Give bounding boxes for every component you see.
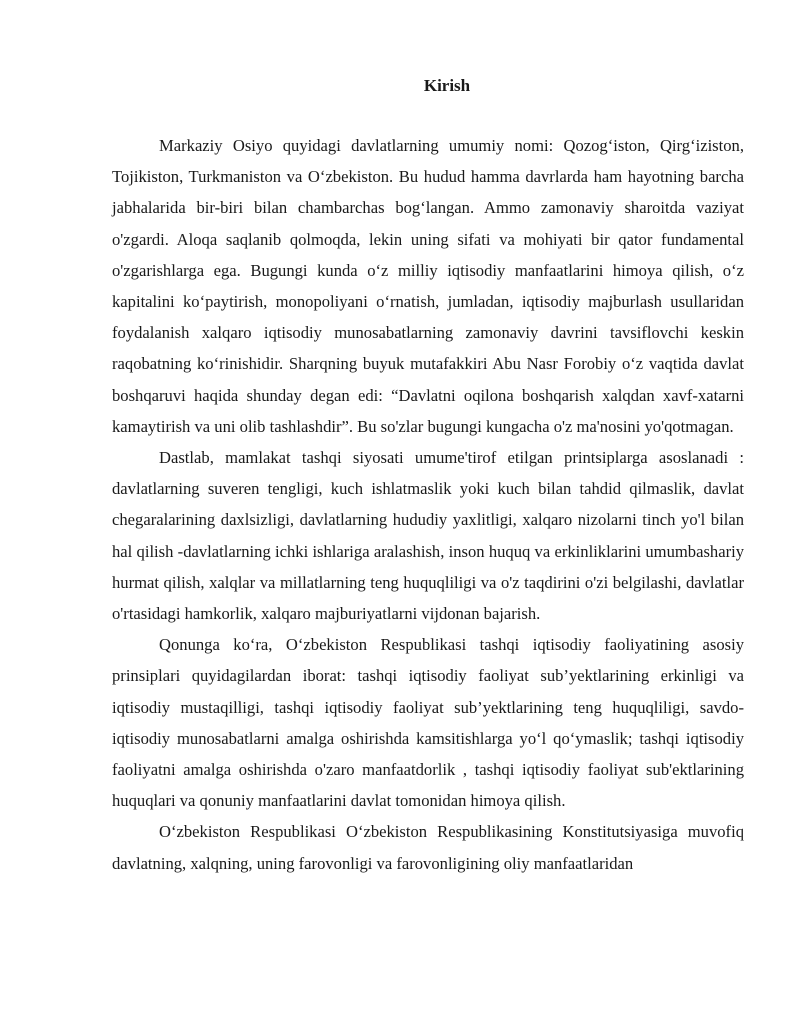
paragraph-foreign-policy-principles: Dastlab, mamlakat tashqi siyosati umume'tirof etilgan printsiplarga asoslanadi : davlatlarning suveren tengligi, kuch ishlatmaslik yoki kuch bilan tahdid qilmaslik, davlat chegaralarining daxlsizligi, davlatlarning hududiy yaxlitligi, xalqaro nizolarni tinch yo'l bilan hal qilish -davlatlarning ichki ishlariga aralashish, inson huquq va erkinliklarini umumbashariy hurmat qilish, xalqlar va millatlarning teng huquqliligi va o'z taqdirini o'zi belgilashi, davlatlar o'rtasidagi hamkorlik, xalqaro majburiyatlarni vijdonan bajarish.	[112, 448, 744, 624]
paragraph-law-principles: Qonunga ko‘ra, O‘zbekiston Respublikasi tashqi iqtisodiy faoliyatining asosiy prinsiplari quyidagilardan iborat: tashqi iqtisodiy faoliyat sub’yektlarining erkinligi va iqtisodiy mustaqilligi, tashqi iqtisodiy faoliyat sub’yektlarining teng huquqliligi, savdo-iqtisodiy munosabatlarni amalga oshirishda kamsitishlarga yo‘l qo‘ymaslik; tashqi iqtisodiy faoliyatni amalga oshirishda o'zaro manfaatdorlik , tashqi iqtisodiy faoliyat sub'ektlarining huquqlari va qonuniy manfaatlarini davlat tomonidan himoya qilish.	[112, 635, 744, 811]
document-body	[112, 70, 744, 879]
paragraph-constitution: O‘zbekiston Respublikasi O‘zbekiston Respublikasining Konstitutsiyasiga muvofiq davlatning, xalqning, uning farovonligi va farovonligining oliy manfaatlaridan	[112, 822, 744, 873]
paragraph-intro: Markaziy Osiyo quyidagi davlatlarning umumiy nomi: Qozog‘iston, Qirg‘iziston, Tojikiston, Turkmaniston va O‘zbekiston. Bu hudud hamma davrlarda ham hayotning barcha jabhalarida bir-biri bilan chambarchas bog‘langan. Ammo zamonaviy sharoitda vaziyat o'zgardi. Aloqa saqlanib qolmoqda, lekin uning sifati va mohiyati bir qator fundamental o'zgarishlarga ega. Bugungi kunda o‘z milliy iqtisodiy manfaatlarini himoya qilish, o‘z kapitalini ko‘paytirish, monopoliyani o‘rnatish, jumladan, iqtisodiy majburlash usullaridan foydalanish xalqaro iqtisodiy munosabatlarning zamonaviy davrini tavsiflovchi keskin raqobatning ko‘rinishidir. Sharqning buyuk mutafakkiri Abu Nasr Forobiy o‘z vaqtida davlat boshqaruvi haqida shunday degan edi: “Davlatni oqilona boshqarish xalqdan xavf-xatarni kamaytirish va uni olib tashlashdir”. Bu so'zlar bugungi kungacha o'z ma'nosini yo'qotmagan.	[112, 136, 744, 436]
section-title: Kirish	[423, 76, 471, 95]
